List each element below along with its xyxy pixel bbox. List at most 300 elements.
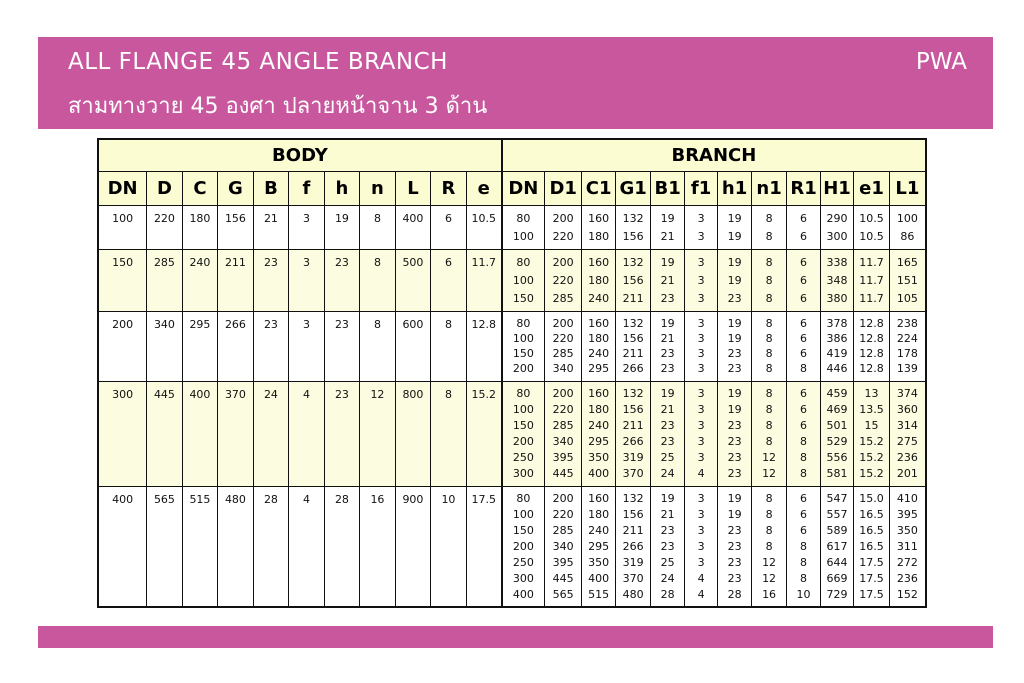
branch-value: 236	[896, 572, 918, 585]
branch-value: 395	[896, 508, 918, 521]
branch-value: 350	[588, 556, 610, 569]
branch-value: 15.2	[859, 435, 884, 448]
branch-value: 515	[588, 588, 610, 601]
col-header-body-r: R	[431, 172, 467, 206]
branch-cell	[820, 206, 853, 250]
branch-cell	[544, 382, 582, 487]
branch-value: 80	[516, 387, 531, 400]
branch-value: 240	[588, 524, 610, 537]
branch-value: 211	[622, 347, 644, 360]
branch-cell	[684, 487, 717, 607]
branch-cell	[718, 487, 751, 607]
branch-value: 17.5	[859, 572, 884, 585]
branch-value: 23	[727, 435, 742, 448]
group-header-body: BODY	[98, 139, 502, 172]
branch-value: 100	[512, 274, 534, 287]
branch-value: 23	[727, 347, 742, 360]
branch-value: 160	[588, 212, 610, 225]
branch-cell	[854, 312, 890, 382]
body-cell: 8	[360, 312, 396, 382]
branch-value: 6	[800, 387, 808, 400]
branch-value: 200	[512, 435, 534, 448]
branch-value: 446	[826, 362, 848, 375]
branch-value: 180	[588, 230, 610, 243]
branch-cell	[651, 206, 684, 250]
branch-cell	[787, 206, 820, 250]
branch-value: 8	[800, 362, 808, 375]
branch-value: 23	[660, 540, 675, 553]
body-cell: 8	[360, 206, 396, 250]
branch-value: 240	[588, 347, 610, 360]
branch-value: 3	[697, 256, 705, 269]
branch-value: 3	[697, 508, 705, 521]
branch-value: 266	[622, 540, 644, 553]
branch-value: 3	[697, 274, 705, 287]
branch-value: 285	[552, 419, 574, 432]
branch-value: 3	[697, 230, 705, 243]
brand-label: PWA	[915, 49, 967, 75]
branch-value: 3	[697, 332, 705, 345]
branch-value: 3	[697, 362, 705, 375]
body-cell: 565	[147, 487, 183, 607]
branch-cell	[854, 487, 890, 607]
branch-value: 8	[765, 419, 773, 432]
body-cell: 28	[253, 487, 289, 607]
branch-value: 285	[552, 292, 574, 305]
branch-value: 300	[512, 467, 534, 480]
branch-value: 644	[826, 556, 848, 569]
branch-value: 6	[800, 524, 808, 537]
body-cell: 240	[182, 250, 218, 312]
body-cell: 21	[253, 206, 289, 250]
branch-value: 250	[512, 451, 534, 464]
branch-value: 16.5	[859, 508, 884, 521]
col-header-branch-c1: C1	[582, 172, 615, 206]
branch-value: 139	[896, 362, 918, 375]
col-header-branch-dn: DN	[502, 172, 545, 206]
branch-value: 105	[896, 292, 918, 305]
branch-value: 400	[588, 467, 610, 480]
branch-cell	[820, 312, 853, 382]
branch-value: 12.8	[859, 362, 884, 375]
branch-value: 8	[765, 435, 773, 448]
branch-value: 12	[762, 467, 777, 480]
body-cell: 400	[98, 487, 147, 607]
branch-value: 547	[826, 492, 848, 505]
branch-value: 200	[512, 362, 534, 375]
body-cell: 515	[182, 487, 218, 607]
branch-value: 86	[900, 230, 915, 243]
body-cell: 4	[289, 382, 325, 487]
branch-value: 19	[660, 387, 675, 400]
branch-cell	[615, 382, 651, 487]
branch-value: 295	[588, 540, 610, 553]
branch-value: 350	[896, 524, 918, 537]
branch-cell	[889, 382, 926, 487]
col-header-body-f: f	[289, 172, 325, 206]
body-cell: 23	[253, 250, 289, 312]
branch-value: 8	[765, 387, 773, 400]
branch-value: 6	[800, 212, 808, 225]
branch-value: 617	[826, 540, 848, 553]
branch-cell	[718, 250, 751, 312]
branch-value: 24	[660, 467, 675, 480]
branch-cell	[854, 206, 890, 250]
branch-value: 12.8	[859, 317, 884, 330]
branch-cell	[718, 312, 751, 382]
col-header-branch-l1: L1	[889, 172, 926, 206]
branch-value: 501	[826, 419, 848, 432]
branch-value: 165	[896, 256, 918, 269]
branch-value: 200	[552, 317, 574, 330]
body-cell: 100	[98, 206, 147, 250]
branch-value: 132	[622, 387, 644, 400]
branch-cell	[502, 382, 545, 487]
branch-cell	[502, 206, 545, 250]
branch-value: 400	[588, 572, 610, 585]
branch-value: 100	[512, 230, 534, 243]
branch-value: 3	[697, 492, 705, 505]
branch-value: 295	[588, 362, 610, 375]
body-cell: 12.8	[466, 312, 502, 382]
branch-value: 6	[800, 274, 808, 287]
branch-value: 374	[896, 387, 918, 400]
branch-value: 151	[896, 274, 918, 287]
body-cell: 220	[147, 206, 183, 250]
body-cell: 10	[431, 487, 467, 607]
col-header-body-b: B	[253, 172, 289, 206]
branch-value: 10.5	[859, 212, 884, 225]
branch-value: 480	[622, 588, 644, 601]
col-header-body-d: D	[147, 172, 183, 206]
branch-value: 19	[727, 403, 742, 416]
branch-value: 8	[800, 435, 808, 448]
branch-value: 160	[588, 387, 610, 400]
branch-value: 13.5	[859, 403, 884, 416]
branch-value: 220	[552, 403, 574, 416]
branch-cell	[787, 250, 820, 312]
branch-value: 4	[697, 572, 705, 585]
col-header-branch-e1: e1	[854, 172, 890, 206]
branch-value: 3	[697, 403, 705, 416]
branch-value: 8	[800, 467, 808, 480]
branch-value: 3	[697, 524, 705, 537]
branch-value: 12.8	[859, 332, 884, 345]
branch-cell	[582, 382, 615, 487]
branch-value: 220	[552, 274, 574, 287]
body-cell: 370	[218, 382, 254, 487]
group-header-branch: BRANCH	[502, 139, 926, 172]
branch-value: 8	[765, 347, 773, 360]
col-header-branch-n1: n1	[751, 172, 787, 206]
branch-value: 3	[697, 451, 705, 464]
branch-value: 23	[727, 419, 742, 432]
branch-value: 21	[660, 230, 675, 243]
branch-value: 16.5	[859, 524, 884, 537]
body-cell: 10.5	[466, 206, 502, 250]
branch-value: 19	[727, 274, 742, 287]
body-cell: 266	[218, 312, 254, 382]
branch-value: 419	[826, 347, 848, 360]
branch-value: 395	[552, 451, 574, 464]
branch-cell	[820, 250, 853, 312]
body-cell: 300	[98, 382, 147, 487]
branch-value: 340	[552, 435, 574, 448]
branch-value: 19	[727, 387, 742, 400]
branch-value: 23	[727, 292, 742, 305]
branch-value: 13	[864, 387, 879, 400]
body-cell: 150	[98, 250, 147, 312]
body-cell: 180	[182, 206, 218, 250]
body-cell: 3	[289, 206, 325, 250]
branch-value: 3	[697, 419, 705, 432]
branch-cell	[889, 487, 926, 607]
branch-value: 8	[765, 508, 773, 521]
branch-value: 8	[765, 492, 773, 505]
branch-value: 220	[552, 332, 574, 345]
branch-value: 200	[552, 387, 574, 400]
branch-value: 295	[588, 435, 610, 448]
branch-cell	[502, 312, 545, 382]
branch-value: 6	[800, 347, 808, 360]
branch-value: 19	[727, 332, 742, 345]
branch-value: 23	[727, 524, 742, 537]
branch-value: 290	[826, 212, 848, 225]
branch-cell	[889, 250, 926, 312]
branch-value: 8	[800, 451, 808, 464]
branch-value: 220	[552, 230, 574, 243]
branch-value: 201	[896, 467, 918, 480]
branch-value: 15.2	[859, 451, 884, 464]
col-header-branch-h1: H1	[820, 172, 853, 206]
footer-bar	[38, 626, 993, 648]
branch-value: 8	[800, 572, 808, 585]
branch-value: 319	[622, 451, 644, 464]
branch-value: 6	[800, 332, 808, 345]
branch-value: 3	[697, 540, 705, 553]
branch-value: 380	[826, 292, 848, 305]
branch-value: 3	[697, 317, 705, 330]
body-cell: 23	[324, 382, 360, 487]
branch-value: 200	[552, 492, 574, 505]
branch-value: 10.5	[859, 230, 884, 243]
body-cell: 6	[431, 250, 467, 312]
branch-cell	[854, 250, 890, 312]
body-cell: 500	[395, 250, 431, 312]
branch-cell	[820, 487, 853, 607]
branch-value: 19	[727, 256, 742, 269]
branch-value: 8	[765, 362, 773, 375]
branch-value: 211	[622, 524, 644, 537]
branch-value: 132	[622, 212, 644, 225]
branch-value: 28	[727, 588, 742, 601]
branch-value: 156	[622, 508, 644, 521]
branch-cell	[684, 250, 717, 312]
branch-value: 350	[588, 451, 610, 464]
col-header-body-dn: DN	[98, 172, 147, 206]
branch-value: 15.0	[859, 492, 884, 505]
branch-value: 21	[660, 403, 675, 416]
body-cell: 23	[253, 312, 289, 382]
branch-value: 180	[588, 332, 610, 345]
body-cell: 8	[431, 312, 467, 382]
branch-value: 8	[765, 212, 773, 225]
col-header-branch-d1: D1	[544, 172, 582, 206]
branch-value: 8	[765, 317, 773, 330]
body-cell: 156	[218, 206, 254, 250]
branch-value: 19	[727, 317, 742, 330]
body-cell: 11.7	[466, 250, 502, 312]
body-cell: 23	[324, 250, 360, 312]
branch-value: 23	[660, 292, 675, 305]
branch-value: 150	[512, 347, 534, 360]
table-row	[98, 312, 926, 382]
branch-value: 11.7	[859, 274, 884, 287]
branch-value: 15	[864, 419, 879, 432]
branch-value: 100	[896, 212, 918, 225]
body-cell: 3	[289, 250, 325, 312]
branch-value: 4	[697, 588, 705, 601]
branch-value: 8	[765, 292, 773, 305]
branch-value: 240	[588, 419, 610, 432]
branch-value: 19	[727, 212, 742, 225]
branch-value: 3	[697, 387, 705, 400]
branch-value: 8	[765, 403, 773, 416]
branch-value: 150	[512, 524, 534, 537]
body-cell: 200	[98, 312, 147, 382]
branch-value: 100	[512, 508, 534, 521]
branch-value: 266	[622, 362, 644, 375]
branch-value: 23	[727, 362, 742, 375]
branch-value: 156	[622, 230, 644, 243]
body-cell: 24	[253, 382, 289, 487]
branch-value: 240	[588, 292, 610, 305]
branch-value: 156	[622, 403, 644, 416]
branch-value: 180	[588, 508, 610, 521]
branch-cell	[889, 206, 926, 250]
branch-cell	[684, 382, 717, 487]
branch-value: 132	[622, 492, 644, 505]
branch-cell	[651, 250, 684, 312]
branch-value: 370	[622, 572, 644, 585]
branch-value: 12	[762, 556, 777, 569]
branch-value: 23	[660, 347, 675, 360]
branch-cell	[889, 312, 926, 382]
branch-value: 400	[512, 588, 534, 601]
branch-value: 300	[512, 572, 534, 585]
branch-value: 12	[762, 572, 777, 585]
branch-value: 459	[826, 387, 848, 400]
branch-value: 3	[697, 347, 705, 360]
branch-value: 469	[826, 403, 848, 416]
branch-cell	[751, 206, 787, 250]
branch-value: 80	[516, 317, 531, 330]
branch-value: 340	[552, 362, 574, 375]
branch-value: 266	[622, 435, 644, 448]
branch-value: 80	[516, 492, 531, 505]
body-cell: 211	[218, 250, 254, 312]
branch-cell	[684, 206, 717, 250]
branch-cell	[751, 487, 787, 607]
col-header-body-l: L	[395, 172, 431, 206]
branch-cell	[582, 487, 615, 607]
branch-value: 17.5	[859, 588, 884, 601]
col-header-body-h: h	[324, 172, 360, 206]
branch-cell	[615, 206, 651, 250]
body-cell: 340	[147, 312, 183, 382]
body-cell: 6	[431, 206, 467, 250]
body-cell: 480	[218, 487, 254, 607]
body-cell: 445	[147, 382, 183, 487]
branch-cell	[544, 250, 582, 312]
branch-value: 224	[896, 332, 918, 345]
branch-value: 15.2	[859, 467, 884, 480]
title-banner	[38, 37, 993, 129]
branch-cell	[544, 312, 582, 382]
branch-value: 6	[800, 292, 808, 305]
branch-value: 19	[727, 492, 742, 505]
branch-value: 340	[552, 540, 574, 553]
branch-cell	[502, 250, 545, 312]
table-row	[98, 250, 926, 312]
branch-value: 360	[896, 403, 918, 416]
col-header-body-c: C	[182, 172, 218, 206]
branch-cell	[502, 487, 545, 607]
branch-value: 386	[826, 332, 848, 345]
branch-value: 250	[512, 556, 534, 569]
branch-value: 395	[552, 556, 574, 569]
branch-value: 150	[512, 419, 534, 432]
body-cell: 8	[431, 382, 467, 487]
branch-value: 152	[896, 588, 918, 601]
branch-value: 23	[727, 572, 742, 585]
branch-value: 6	[800, 403, 808, 416]
page-subtitle-thai: สามทางวาย 45 องศา ปลายหน้าจาน 3 ด้าน	[68, 94, 488, 119]
col-header-body-g: G	[218, 172, 254, 206]
branch-value: 200	[552, 256, 574, 269]
branch-value: 25	[660, 451, 675, 464]
branch-cell	[854, 382, 890, 487]
branch-value: 156	[622, 332, 644, 345]
branch-value: 6	[800, 256, 808, 269]
branch-value: 23	[660, 419, 675, 432]
branch-value: 557	[826, 508, 848, 521]
branch-value: 4	[697, 467, 705, 480]
branch-value: 19	[660, 492, 675, 505]
branch-value: 556	[826, 451, 848, 464]
branch-value: 200	[512, 540, 534, 553]
branch-value: 16.5	[859, 540, 884, 553]
branch-cell	[718, 206, 751, 250]
branch-value: 28	[660, 588, 675, 601]
branch-value: 150	[512, 292, 534, 305]
branch-value: 3	[697, 212, 705, 225]
branch-value: 6	[800, 508, 808, 521]
branch-value: 3	[697, 292, 705, 305]
col-header-branch-r1: R1	[787, 172, 820, 206]
body-cell: 285	[147, 250, 183, 312]
page-title: ALL FLANGE 45 ANGLE BRANCH	[68, 49, 448, 75]
branch-value: 6	[800, 419, 808, 432]
col-header-body-n: n	[360, 172, 396, 206]
branch-value: 529	[826, 435, 848, 448]
branch-value: 319	[622, 556, 644, 569]
branch-value: 25	[660, 556, 675, 569]
table-row	[98, 487, 926, 607]
branch-value: 311	[896, 540, 918, 553]
branch-cell	[615, 487, 651, 607]
branch-value: 24	[660, 572, 675, 585]
